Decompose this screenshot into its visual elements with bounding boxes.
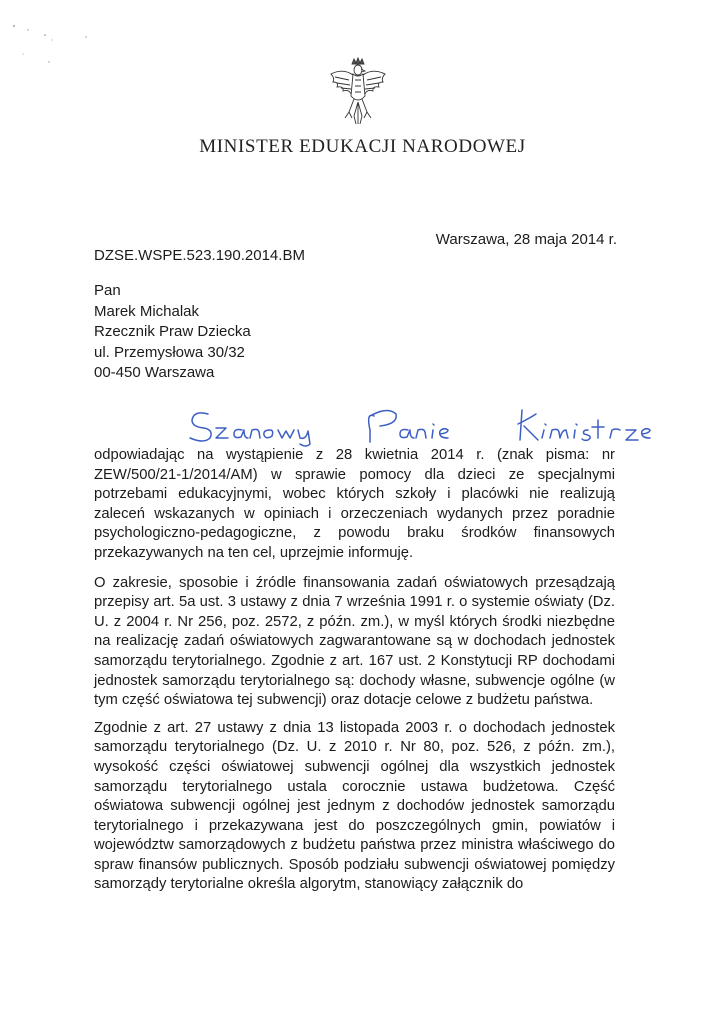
polish-eagle-emblem-icon [325,56,391,128]
recipient-line: 00-450 Warszawa [94,364,215,381]
recipient-line: Rzecznik Praw Dziecka [94,323,251,340]
body-paragraph: odpowiadając na wystąpienie z 28 kwietnia 2014 r. (znak pisma: nr ZEW/500/21-1/2014/AM) w sprawie pomocy dla dzieci ze specjalnymi potrzebami edukacyjnymi, wobec których szkoły i placówki nie realizują zaleceń wskazanych w opiniach i orzeczeniach wydanych przez poradnie psychologiczno-pedagogiczne, z powodu braku środków finansowych przekazywanych na ten cel, uprzejmie informuję. [94,447,615,561]
recipient-line: ul. Przemysłowa 30/32 [94,343,245,361]
place-and-date: Warszawa, 28 maja 2014 r. [435,231,617,248]
body-paragraph: O zakresie, sposobie i źródle finansowania zadań oświatowych przesądzają przepisy art. 5a ust. 3 ustawy z dnia 7 września 1991 r. o systemie oświaty (Dz. U. z 2004 r. Nr 256, poz. 2572, z późn. zm.), w myśl których środki niezbędne na realizację zadań oświatowych zagwarantowane są w dochodach jednostek samorządu terytorialnego. Zgodnie z art. 167 ust. 2 Konstytucji RP dochodami jednostek samorządu terytorialnego są: dochody własne, subwencje ogólne (w tym część oświatowa tej subwencji) oraz dotacje celowe z budżetu państwa. [94,574,615,709]
body-paragraph: Zgodnie z art. 27 ustawy z dnia 13 listopada 2003 r. o dochodach jednostek samorządu terytorialnego (Dz. U. z 2010 r. Nr 80, poz. 526, z późn. zm.), wysokość części oświatowej subwencji ogólnej dla wszystkich jednostek samorządu terytorialnego ustala corocznie ustawa budżetowa. Część oświatowa subwencji ogólnej jest jednym z dochodów jednostek samorządu terytorialnego i przekazywana jest do poszczególnych gmin, powiatów i województw samorządowych z budżetu państwa przez ministra właściwego do spraw finansów publicznych. Sposób podziału subwencji oświatowej pomiędzy samorządy terytorialne określa algorytm, stanowiący załącznik do [94,719,615,893]
recipient-line: Pan [94,282,121,299]
ministry-title: MINISTER EDUKACJI NARODOWEJ [199,136,526,157]
letter-body [94,446,615,903]
scan-specks [8,22,98,82]
handwritten-salutation [186,400,686,446]
reference-number: DZSE.WSPE.523.190.2014.BM [94,247,305,264]
recipient-line: Marek Michalak [94,302,200,320]
handwriting-strokes [186,400,686,446]
recipient-address [94,281,251,384]
